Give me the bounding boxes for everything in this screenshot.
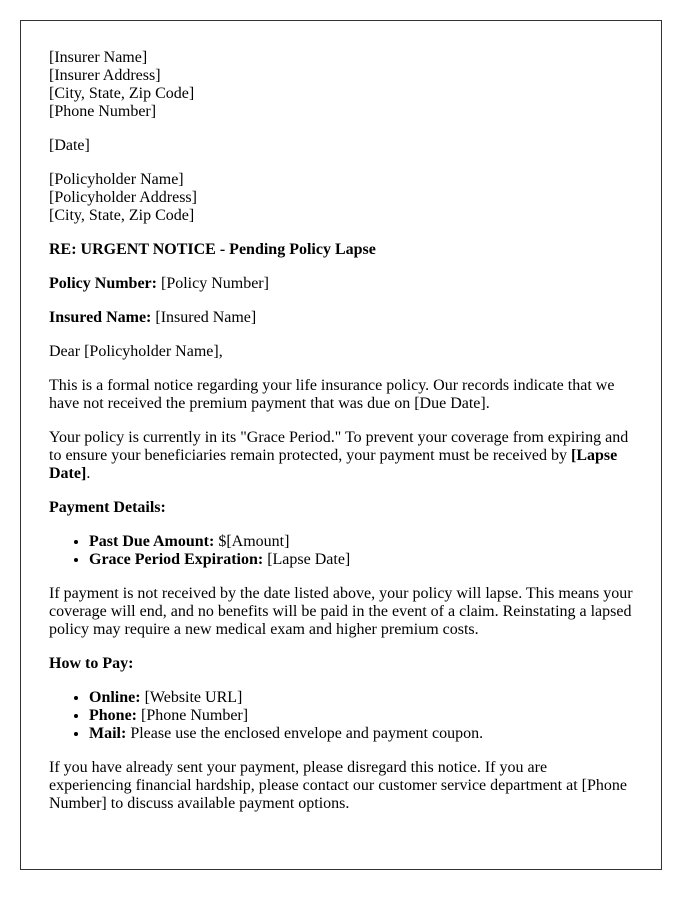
payment-details-heading xyxy=(49,499,633,517)
paragraph-lapse-consequences: If payment is not received by the date listed above, your policy will lapse. This means your coverage will end, and no benefits will be paid in the event of a claim. Reinstating a lapsed policy may require a new medical exam and higher premium costs. xyxy=(49,585,633,638)
item-value: [Website URL] xyxy=(140,689,243,706)
recipient-block xyxy=(49,171,633,225)
insurer-phone: [Phone Number] xyxy=(49,103,157,120)
insured-name-label: Insured Name: xyxy=(49,309,152,326)
how-to-pay-heading xyxy=(49,655,633,673)
how-to-pay-list xyxy=(49,689,633,743)
insured-name-value: [Insured Name] xyxy=(151,309,257,326)
paragraph-hardship: If you have already sent your payment, please disregard this notice. If you are experiencing financial hardship, please contact our customer service department at [Phone Number] to discuss available payment options. xyxy=(49,759,627,812)
subject-text: RE: URGENT NOTICE - Pending Policy Lapse xyxy=(49,241,376,258)
list-item xyxy=(89,551,633,569)
recipient-address: [Policyholder Address] xyxy=(49,189,197,206)
paragraph-grace-period xyxy=(49,429,633,483)
policy-number-label: Policy Number: xyxy=(49,275,157,292)
payment-details-heading-text: Payment Details: xyxy=(49,499,166,516)
insurer-city: [City, State, Zip Code] xyxy=(49,85,195,102)
item-label: Mail: xyxy=(89,725,127,742)
item-label: Past Due Amount: xyxy=(89,533,215,550)
recipient-city: [City, State, Zip Code] xyxy=(49,207,195,224)
item-value: [Phone Number] xyxy=(137,707,249,724)
insurer-address: [Insurer Address] xyxy=(49,67,161,84)
policy-number-value: [Policy Number] xyxy=(156,275,269,292)
item-value: $[Amount] xyxy=(214,533,290,550)
list-item xyxy=(89,707,633,725)
subject-line xyxy=(49,241,633,259)
document-viewport xyxy=(20,20,662,812)
paragraph-notice: This is a formal notice regarding your life insurance policy. Our records indicate that we have not received the premium payment that was due on [Due Date]. xyxy=(49,377,615,412)
payment-details-list xyxy=(49,533,633,569)
list-item xyxy=(89,689,633,707)
item-value: [Lapse Date] xyxy=(263,551,351,568)
grace-text: Your policy is currently in its "Grace Period." To prevent your coverage from expiring and to ensure your beneficiaries remain protected, your payment must be received by xyxy=(49,429,629,464)
item-label: Grace Period Expiration: xyxy=(89,551,264,568)
insured-name xyxy=(49,309,633,327)
item-value: Please use the enclosed envelope and payment coupon. xyxy=(126,725,484,742)
lapse-date: [Lapse Date] xyxy=(49,447,618,482)
salutation: Dear [Policyholder Name], xyxy=(49,343,223,360)
item-label: Online: xyxy=(89,689,141,706)
insurer-name: [Insurer Name] xyxy=(49,49,148,66)
letter-page xyxy=(20,20,662,870)
recipient-name: [Policyholder Name] xyxy=(49,171,184,188)
sender-block xyxy=(49,49,633,121)
item-label: Phone: xyxy=(89,707,137,724)
list-item xyxy=(89,533,633,551)
grace-end: . xyxy=(86,465,91,482)
how-to-pay-heading-text: How to Pay: xyxy=(49,655,134,672)
letter-date: [Date] xyxy=(49,137,90,154)
policy-number xyxy=(49,275,633,293)
list-item xyxy=(89,725,633,743)
